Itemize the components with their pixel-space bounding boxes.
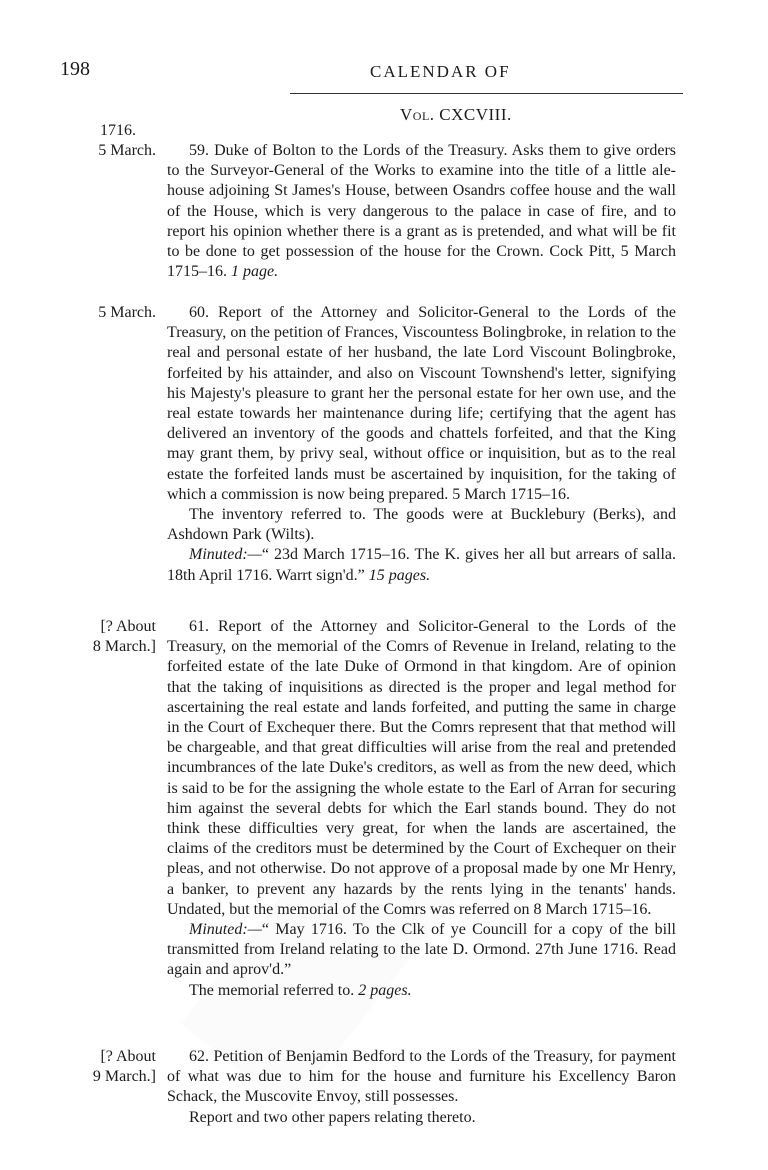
volume-heading: Vol. CXCVIII.: [400, 105, 512, 124]
minuted-text: “ 23d March 1715–16. The K. gives her all but arrears of salla. 18th April 1716. Warrt sign'd.”: [167, 546, 676, 584]
entry-note: The memorial referred to.: [189, 981, 355, 999]
entry-body: [167, 617, 676, 1001]
entry-date: [70, 1047, 156, 1087]
entry-date: 5 March.: [98, 304, 156, 321]
page-number: 198: [60, 58, 90, 80]
entry-text: 61. Report of the Attorney and Solicitor-General to the Lords of the Treasury, on the memorial of the Comrs of Revenue in Ireland, relating to the forfeited estate of the late Duke of Ormond in that kingdom. Are of opinion that the taking of inquisitions as directed is the proper and legal method for ascertaining the real estate and lands forfeited, and putting the same in charge in the Court of Exchequer there. But the Comrs represent that that method will be chargeable, and that great difficulties will arise from the real and pretended incumbrances of the late Duke's creditors, as well as from the new deed, which is said to be for the assigning the whole estate to the Earl of Arran for securing him against the several debts for which the Earl stands bound. They do not think these difficulties very great, for when the lands are ascertained, the claims of the creditors must be determined by the Court of Exchequer on their pleas, and not otherwise. Do not approve of a proposal made by one Mr Henry, a banker, to prevent any hazards by the rents lying in the tenants' hands. Undated, but the memorial of the Comrs was referred on 8 March 1715–16.: [167, 618, 676, 918]
running-title: CALENDAR OF: [370, 62, 511, 81]
entry-note: Report and two other papers relating thereto.: [189, 1108, 476, 1126]
page-count: 1 page.: [231, 263, 279, 281]
date-line: [? About: [100, 1048, 156, 1065]
page-count: 15 pages.: [368, 566, 431, 584]
entry-text: 60. Report of the Attorney and Solicitor-General to the Lords of the Treasury, on the petition of Frances, Viscountess Bolingbroke, in relation to the real and personal estate of her husband, the late Lord Viscount Bolingbroke, forfeited by his attainder, and also on Viscount Townshend's letter, signifying his Majesty's pleasure to grant her the personal estate for her own use, and the real estate towards her maintenance during life; certifying that the agent has delivered an inventory of the goods and chattels forfeited, and that the King may grant them, by privy seal, without office or inquisition, but as to the real estate the forfeited lands must be ascertained by inquisition, for the taking of which a commission is now being prepared. 5 March 1715–16.: [167, 304, 676, 503]
minuted-text: “ May 1716. To the Clk of ye Councill for a copy of the bill transmitted from Ireland relating to the late D. Ormond. 27th June 1716. Read again and aprov'd.”: [167, 921, 676, 979]
date-line: [? About: [100, 618, 156, 635]
header-rule: [290, 93, 683, 94]
entry-body: [167, 1047, 676, 1128]
entry-date: 5 March.: [98, 142, 156, 159]
date-line: 9 March.]: [92, 1068, 156, 1086]
entry-text: 62. Petition of Benjamin Bedford to the Lords of the Treasury, for payment of what was due to him for the house and furniture his Excellency Baron Schack, the Muscovite Envoy, still possesses.: [167, 1048, 676, 1106]
entry-date: [70, 617, 156, 657]
minuted-label: Minuted:—: [189, 921, 262, 939]
entry-body: [167, 141, 676, 282]
entry-body: [167, 303, 676, 586]
entry-note: The inventory referred to. The goods were at Bucklebury (Berks), and Ashdown Park (Wilts).: [167, 506, 676, 544]
minuted-label: Minuted:—: [189, 546, 262, 564]
page-count: 2 pages.: [358, 981, 412, 999]
entry-text: 59. Duke of Bolton to the Lords of the Treasury. Asks them to give orders to the Surveyor-General of the Works to examine into the title of a little ale-house adjoining St James's House, between Osandrs coffee house and the wall of the House, which is very dangerous to the palace in case of fire, and to report his opinion whether there is a grant as is pretended, and what will be fit to be done to get possession of the house for the Crown. Cock Pitt, 5 March 1715–16.: [167, 142, 676, 281]
year-label: 1716.: [100, 122, 136, 139]
date-line: 8 March.]: [92, 638, 156, 656]
